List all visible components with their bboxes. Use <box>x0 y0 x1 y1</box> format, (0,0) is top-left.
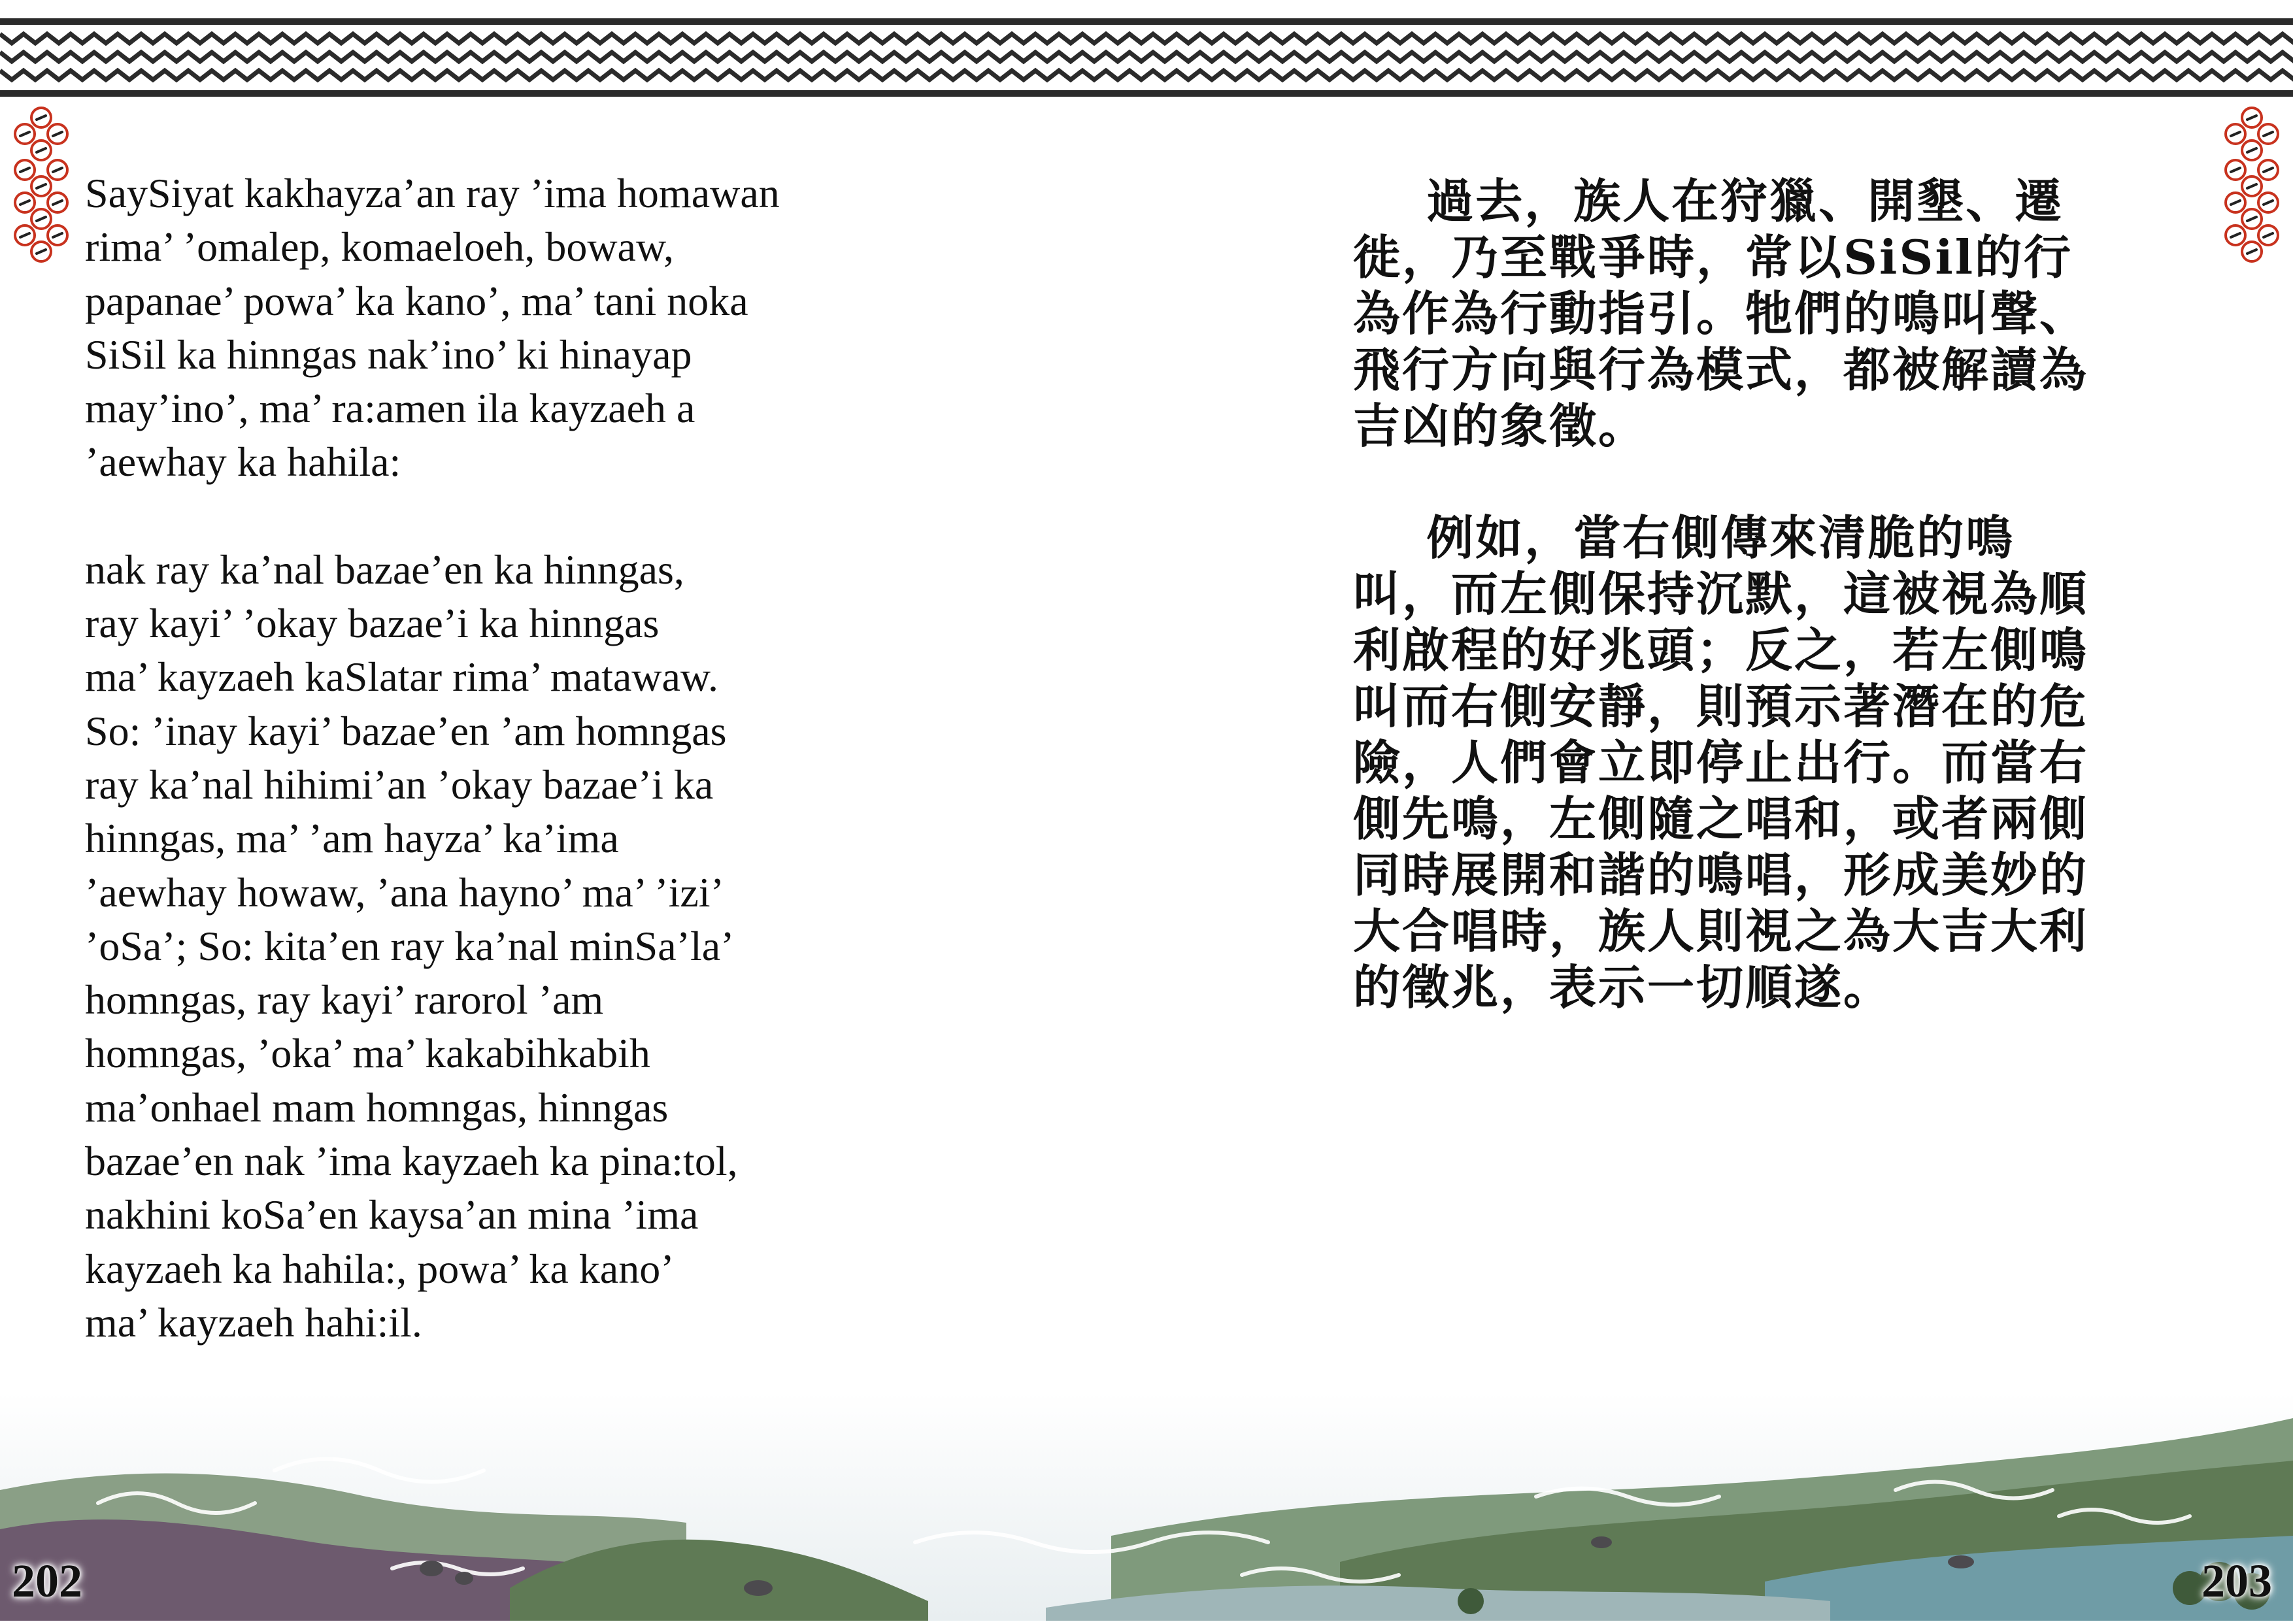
text-line: 為作為行動指引。牠們的鳴叫聲、 <box>1353 286 2089 341</box>
bead-cluster-icon <box>2216 105 2288 301</box>
text-line: 險，人們會立即停止出行。而當右 <box>1353 735 2089 790</box>
chinese-paragraph-1 <box>1353 173 2222 454</box>
landscape-illustration <box>0 1392 2293 1621</box>
text-line: ray ka’nal hihimi’an ’okay bazae’i ka <box>85 761 714 808</box>
right-corner-ornament <box>2216 105 2288 301</box>
text-line: 過去，族人在狩獵、開墾、遷 <box>1353 173 2064 229</box>
left-page-text <box>85 167 1105 1408</box>
right-page-text <box>1353 173 2222 1088</box>
text-line: 叫而右側安靜，則預示著潛在的危 <box>1353 678 2089 734</box>
text-line: 的徵兆，表示一切順遂。 <box>1353 959 1893 1015</box>
text-line: 叫，而左側保持沉默，這被視為順 <box>1353 566 2089 621</box>
text-line: SiSil ka hinngas nak’ino’ ki hinayap <box>85 331 692 378</box>
text-line: 同時展開和諧的鳴唱，形成美妙的 <box>1353 847 2089 903</box>
text-line: homngas, ’oka’ ma’ kakabihkabih <box>85 1030 650 1077</box>
text-line: 利啟程的好兆頭；反之，若左側鳴 <box>1353 622 2089 678</box>
text-line: bazae’en nak ’ima kayzaeh ka pina:tol, <box>85 1138 738 1185</box>
top-zigzag-border <box>0 0 2293 98</box>
text-line: hinngas, ma’ ’am hayza’ ka’ima <box>85 815 619 862</box>
text-line: nakhini koSa’en kaysa’an mina ’ima <box>85 1191 699 1238</box>
text-line: 吉凶的象徵。 <box>1353 398 1648 454</box>
saisiyat-paragraph-1 <box>85 167 1105 489</box>
zigzag-pattern <box>0 0 2293 98</box>
text-line: 徙，乃至戰爭時，常以SiSil的行 <box>1353 229 2073 285</box>
text-line: homngas, ray kayi’ rarorol ’am <box>85 976 604 1023</box>
text-line: 大合唱時，族人則視之為大吉大利 <box>1353 903 2089 959</box>
page-number-right: 203 <box>2201 1555 2272 1607</box>
text-line: nak ray ka’nal bazae’en ka hinngas, <box>85 546 684 593</box>
text-line: 側先鳴，左側隨之唱和，或者兩側 <box>1353 791 2089 846</box>
left-corner-ornament <box>5 105 77 301</box>
text-line: ma’ kayzaeh kaSlatar rima’ matawaw. <box>85 654 718 701</box>
text-line: may’ino’, ma’ ra:amen ila kayzaeh a <box>85 385 695 432</box>
mountain-landscape-image <box>0 1392 2293 1621</box>
text-line: ray kayi’ ’okay bazae’i ka hinngas <box>85 600 660 647</box>
text-line: ma’onhael mam homngas, hinngas <box>85 1084 669 1131</box>
text-line: So: ’inay kayi’ bazae’en ’am homngas <box>85 707 727 754</box>
text-line: 飛行方向與行為模式，都被解讀為 <box>1353 342 2089 397</box>
text-line: ’oSa’; So: kita’en ray ka’nal minSa’la’ <box>85 922 735 969</box>
bead-cluster-icon <box>5 105 77 301</box>
page-number-left: 202 <box>12 1555 82 1607</box>
text-line: SaySiyat kakhayza’an ray ’ima homawan <box>85 170 780 216</box>
text-line: ma’ kayzaeh hahi:il. <box>85 1299 422 1346</box>
saisiyat-paragraph-2 <box>85 543 1105 1350</box>
text-line: ’aewhay howaw, ’ana hayno’ ma’ ’izi’ <box>85 869 724 916</box>
text-line: kayzaeh ka hahila:, powa’ ka kano’ <box>85 1245 675 1292</box>
text-line: rima’ ’omalep, komaeloeh, bowaw, <box>85 224 674 271</box>
text-line: 例如，當右側傳來清脆的鳴 <box>1353 510 2015 565</box>
text-line: papanae’ powa’ ka kano’, ma’ tani noka <box>85 277 748 324</box>
chinese-paragraph-2 <box>1353 510 2222 1016</box>
text-line: ’aewhay ka hahila: <box>85 439 401 486</box>
